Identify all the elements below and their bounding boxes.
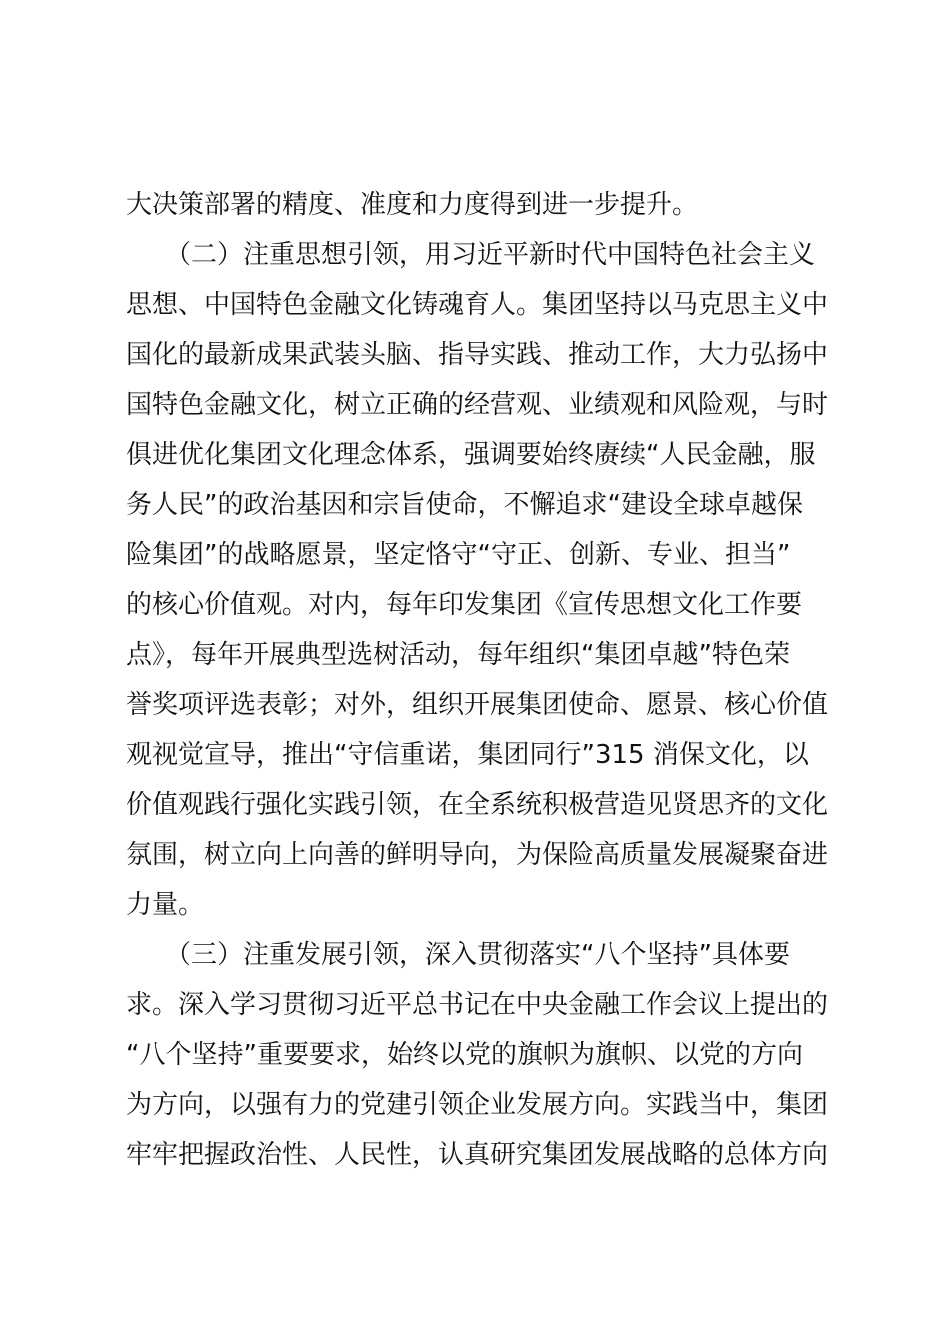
text-line: 为方向，以强有力的党建引领企业发展方向。实践当中，集团	[126, 1090, 829, 1120]
text-line: 务人民”的政治基因和宗旨使命，不懈追求“建设全球卓越保	[126, 490, 803, 520]
text-line: 险集团”的战略愿景，坚定恪守“守正、创新、专业、担当”	[126, 540, 791, 570]
text-line: 大决策部署的精度、准度和力度得到进一步提升。	[126, 190, 699, 220]
text-line: 价值观践行强化实践引领，在全系统积极营造见贤思齐的文化	[126, 790, 829, 820]
text-line: 力量。	[126, 890, 205, 920]
text-line: 点》，每年开展典型选树活动，每年组织“集团卓越”特色荣	[126, 640, 790, 670]
text-line: 思想、中国特色金融文化铸魂育人。集团坚持以马克思主义中	[126, 290, 829, 320]
text-line: 国特色金融文化，树立正确的经营观、业绩观和风险观，与时	[126, 390, 829, 420]
text-line: 观视觉宣导，推出“守信重诺，集团同行”315 消保文化，以	[126, 740, 809, 770]
text-line: 求。深入学习贯彻习近平总书记在中央金融工作会议上提出的	[126, 990, 829, 1020]
text-line: 牢牢把握政治性、人民性，认真研究集团发展战略的总体方向	[126, 1140, 829, 1170]
text-line: “八个坚持”重要要求，始终以党的旗帜为旗帜、以党的方向	[126, 1040, 803, 1070]
text-line: 的核心价值观。对内，每年印发集团《宣传思想文化工作要	[126, 590, 803, 620]
text-line: 国化的最新成果武装头脑、指导实践、推动工作，大力弘扬中	[126, 340, 829, 370]
body-text	[126, 180, 836, 1180]
text-line: 俱进优化集团文化理念体系，强调要始终赓续“人民金融，服	[126, 440, 816, 470]
text-line: 氛围，树立向上向善的鲜明导向，为保险高质量发展凝聚奋进	[126, 840, 829, 870]
text-line: （三）注重发展引领，深入贯彻落实“八个坚持”具体要	[126, 940, 790, 970]
text-line: 誉奖项评选表彰；对外，组织开展集团使命、愿景、核心价值	[126, 690, 829, 720]
text-line: （二）注重思想引领，用习近平新时代中国特色社会主义	[126, 240, 816, 270]
